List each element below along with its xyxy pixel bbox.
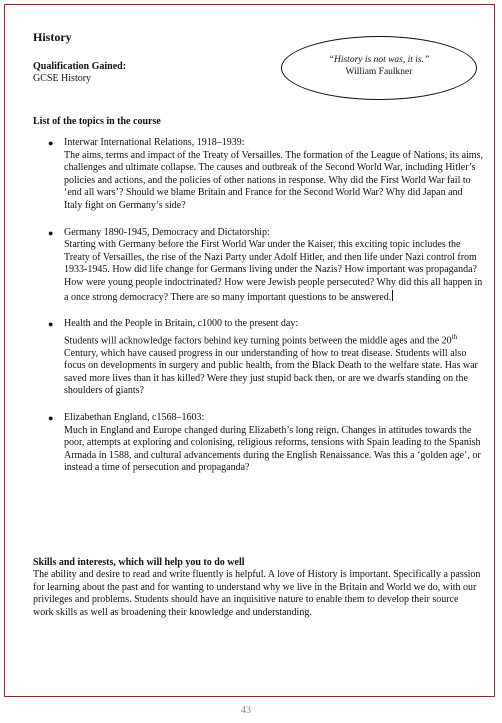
skills-body: The ability and desire to read and write fluently is helpful. A love of History is important. Specifically a passion for learning about the past and for wanting to understand why we live in the Britain and World we do, with our privileges and problems. Students should have an inquisitive nature to enable them to develop their source work skills as well as broadening their knowledge and understanding. bbox=[33, 569, 481, 618]
quote-text: “History is not was, it is.” bbox=[328, 55, 430, 65]
qualification-label: Qualification Gained: bbox=[33, 61, 127, 72]
bullet-icon: ● bbox=[48, 227, 54, 238]
list-item bbox=[48, 412, 483, 475]
page-title: History bbox=[33, 30, 72, 44]
topics-list bbox=[48, 137, 483, 475]
list-item bbox=[48, 318, 483, 398]
topics-heading: List of the topics in the course bbox=[33, 116, 161, 127]
topic-body: Much in England and Europe changed during Elizabeth’s long reign. Changes in attitudes towards the poor, attempts at exploring and colonising, religious reforms, tensions with Spain leading to the Spanish Armada in 1588, and cultural advancements during the English Renaissance. Was this a ‘golden age’, or instead a time of persecution and propaganda? bbox=[64, 424, 481, 474]
topic-title: Health and the People in Britain, c1000 to the present day: bbox=[64, 318, 299, 330]
topic-title: Germany 1890-1945, Democracy and Dictatorship: bbox=[64, 226, 270, 238]
bullet-icon: ● bbox=[48, 413, 54, 424]
quote-author: William Faulkner bbox=[345, 67, 413, 77]
topic-title: Elizabethan England, c1568–1603: bbox=[64, 412, 205, 424]
page-number: 43 bbox=[241, 705, 251, 716]
topic-body bbox=[64, 239, 483, 304]
topic-body: The aims, terms and impact of the Treaty of Versailles. The formation of the League of Nations, its aims, challenges and ultimate collapse. The causes and outbreak of the Second World War, including Hitler’s policies and actions, and the policies of other nations in response. Why did the First World War fail to ‘end all wars’? Should we blame Britain and France for the Second World War? Why did Japan and Italy fight on Germany’s side? bbox=[64, 149, 483, 211]
list-item bbox=[48, 227, 483, 305]
topic-title: Interwar International Relations, 1918–1939: bbox=[64, 137, 245, 148]
topic-body bbox=[64, 331, 483, 398]
topic-body-text: Starting with Germany before the First World War under the Kaiser, this exciting topic includes the Treaty of Versailles, the rise of the Nazi Party under Adolf Hitler, and then life under Nazi control from 1933-1945. How did life change for Germans living under the Nazis? How important was propaganda? How were young people indoctrinated? How were Jewish people persecuted? Why did this all happen in a once strong democracy? There are so many important questions to be answered. bbox=[64, 239, 483, 303]
topic-body-text: Students will acknowledge factors behind key turning points between the middle ages and the 20 bbox=[64, 335, 452, 347]
skills-heading: Skills and interests, which will help you to do well bbox=[33, 557, 245, 568]
bullet-icon: ● bbox=[48, 319, 54, 330]
bullet-icon: ● bbox=[48, 138, 54, 148]
quote-oval bbox=[281, 36, 477, 100]
text-cursor bbox=[392, 290, 393, 301]
superscript-th: th bbox=[451, 332, 458, 341]
list-item bbox=[48, 137, 483, 213]
qualification-value: GCSE History bbox=[33, 73, 92, 84]
topic-body-text: Century, which have caused progress in our understanding of how to treat disease. Students will also focus on developments in surgery and public health, from the Black Death to the welfare state. Has war saved more lives than it has killed? Were they just stupid back then, or are we dwarfs standing on the shoulders of giants? bbox=[64, 347, 478, 397]
